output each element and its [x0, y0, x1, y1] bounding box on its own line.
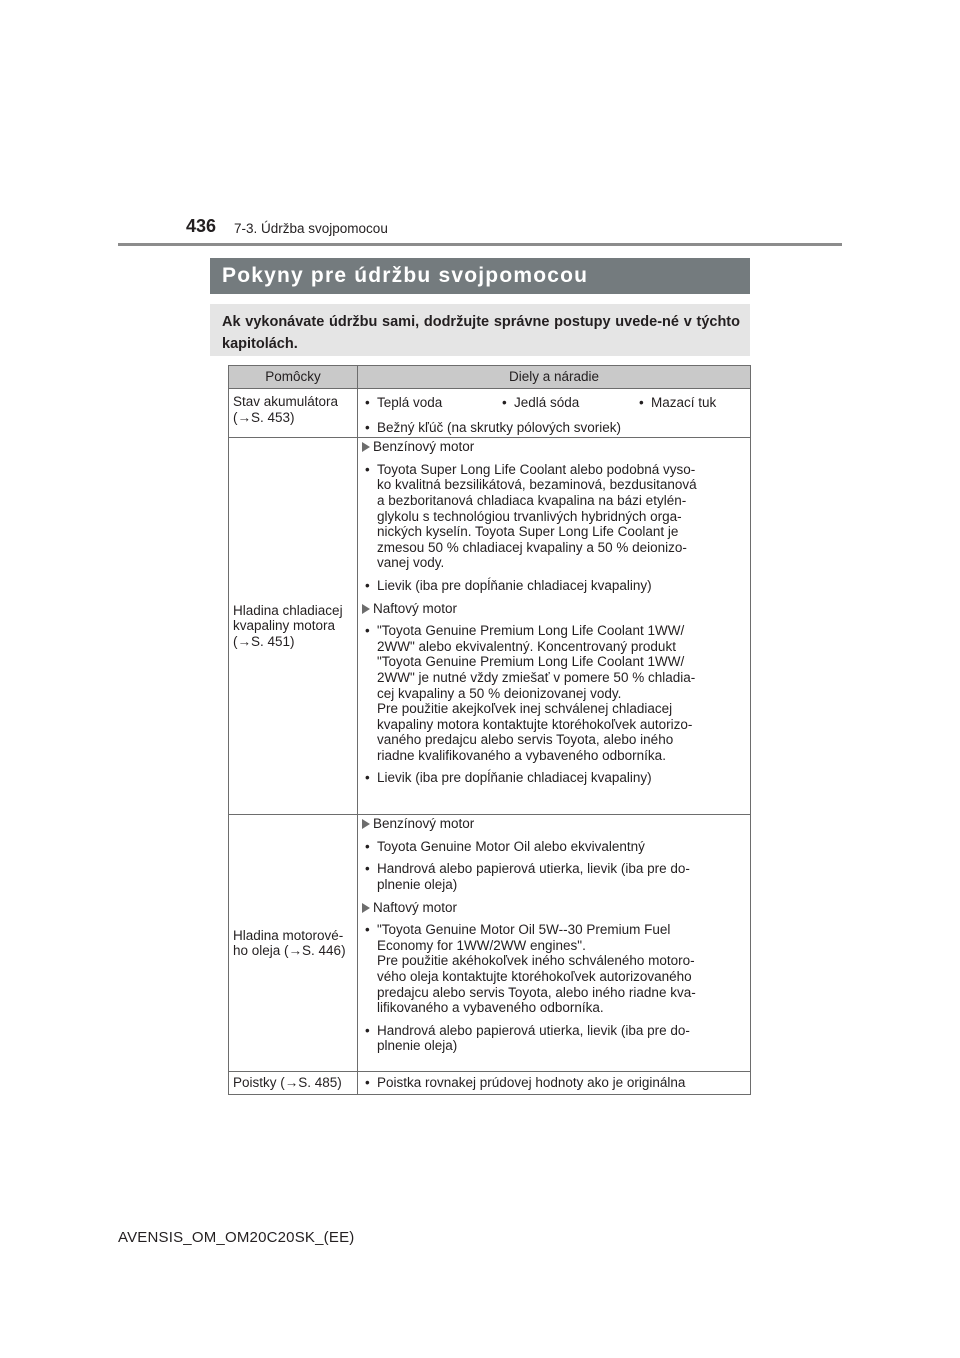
list-item: • Bežný kľúč (na skrutky pólových svoriek) [358, 420, 750, 436]
aid-cell-oil [229, 815, 358, 1072]
table-row-coolant [229, 438, 751, 815]
parts-cell-oil [358, 815, 751, 1072]
table-header-row [229, 366, 751, 389]
engine-type-gasoline: Benzínový motor [358, 439, 750, 455]
aid-text: Hladina chladiacej [233, 602, 343, 618]
list-item: • Teplá voda [358, 395, 495, 411]
list-item: • "Toyota Genuine Motor Oil 5W--30 Premium Fuel Economy for 1WW/2WW engines". Pre použitie akéhokoľvek iného schváleného motoro- vého oleja kontaktujte ktoréhokoľvek autorizovaného predajcu alebo servis Toyota, alebo iného riadne kva- lifikovaného a vybaveného odborníka. [358, 922, 750, 1016]
column-header-parts: Diely a náradie [358, 366, 751, 389]
aid-cell-battery [229, 389, 358, 438]
table-row-battery [229, 389, 751, 438]
engine-type-gasoline: Benzínový motor [358, 816, 750, 832]
chapter-heading: 7-3. Údržba svojpomocou [234, 221, 388, 236]
list-item: • Poistka rovnakej prúdovej hodnoty ako je originálna [358, 1075, 750, 1091]
list-item: • Lievik (iba pre dopĺňanie chladiacej kvapaliny) [358, 578, 750, 594]
list-item: • "Toyota Genuine Premium Long Life Coolant 1WW/ 2WW" alebo ekvivalentný. Koncentrovaný produkt "Toyota Genuine Premium Long Life Coolant 1WW/ 2WW" je nutné vždy zmiešať v pomere 50 % chladia- cej kvapaliny a 50 % deionizovanej vody. Pre použitie akejkoľvek inej schválenej chladiacej kvapaliny motora kontaktujte ktoréhokoľvek autorizo- vaného predajcu alebo servis Toyota, alebo iného riadne kvalifikovaného a vybaveného odborníka. [358, 623, 750, 763]
aid-text: (→S. 453) [233, 409, 295, 425]
aid-text: Stav akumulátora [233, 394, 339, 409]
parts-cell-battery [358, 389, 751, 438]
aid-text: (→S. 451) [233, 633, 295, 649]
parts-cell-fuses [358, 1072, 751, 1095]
document-code: AVENSIS_OM_OM20C20SK_(EE) [118, 1229, 355, 1246]
list-item: • Toyota Super Long Life Coolant alebo podobná vyso- ko kvalitná bezsilikátová, bezaminová, bezdusitanová a bezboritanová chladiaca kvapalina na bázi etylén- glykolu s technológiou trvanlivých hybridných orga- nických kyselín. Toyota Super Long Life Coolant je zmesou 50 % chladiacej kvapaliny a 50 % deionizo- vanej vody. [358, 462, 750, 571]
inline-items [358, 393, 750, 418]
aid-text: kvapaliny motora [233, 618, 336, 634]
list-item: • Mazací tuk [632, 395, 716, 411]
list-item: • Handrová alebo papierová utierka, lievik (iba pre do- plnenie oleja) [358, 861, 750, 892]
table-row-oil [229, 815, 751, 1072]
list-item: • Handrová alebo papierová utierka, lievik (iba pre do- plnenie oleja) [358, 1023, 750, 1054]
parts-cell-coolant [358, 438, 751, 815]
engine-type-diesel: Naftový motor [358, 900, 750, 916]
list-item: • Jedlá sóda [495, 395, 632, 411]
list-item: • Toyota Genuine Motor Oil alebo ekvivalentný [358, 839, 750, 855]
aid-text: ho oleja (→S. 446) [233, 943, 346, 959]
table-row-fuses [229, 1072, 751, 1095]
aid-cell-coolant [229, 438, 358, 815]
column-header-aids: Pomôcky [229, 366, 358, 389]
section-intro: Ak vykonávate údržbu sami, dodržujte správne postupy uvede-né v týchto kapitolách. [210, 304, 750, 356]
maintenance-parts-table [228, 365, 751, 1095]
aid-cell-fuses: Poistky (→S. 485) [229, 1072, 358, 1095]
header-divider [118, 243, 842, 246]
aid-text: Hladina motorové- [233, 927, 344, 943]
page-number: 436 [186, 216, 217, 236]
section-title: Pokyny pre údržbu svojpomocou [210, 258, 750, 294]
engine-type-diesel: Naftový motor [358, 601, 750, 617]
list-item: • Lievik (iba pre dopĺňanie chladiacej kvapaliny) [358, 770, 750, 786]
